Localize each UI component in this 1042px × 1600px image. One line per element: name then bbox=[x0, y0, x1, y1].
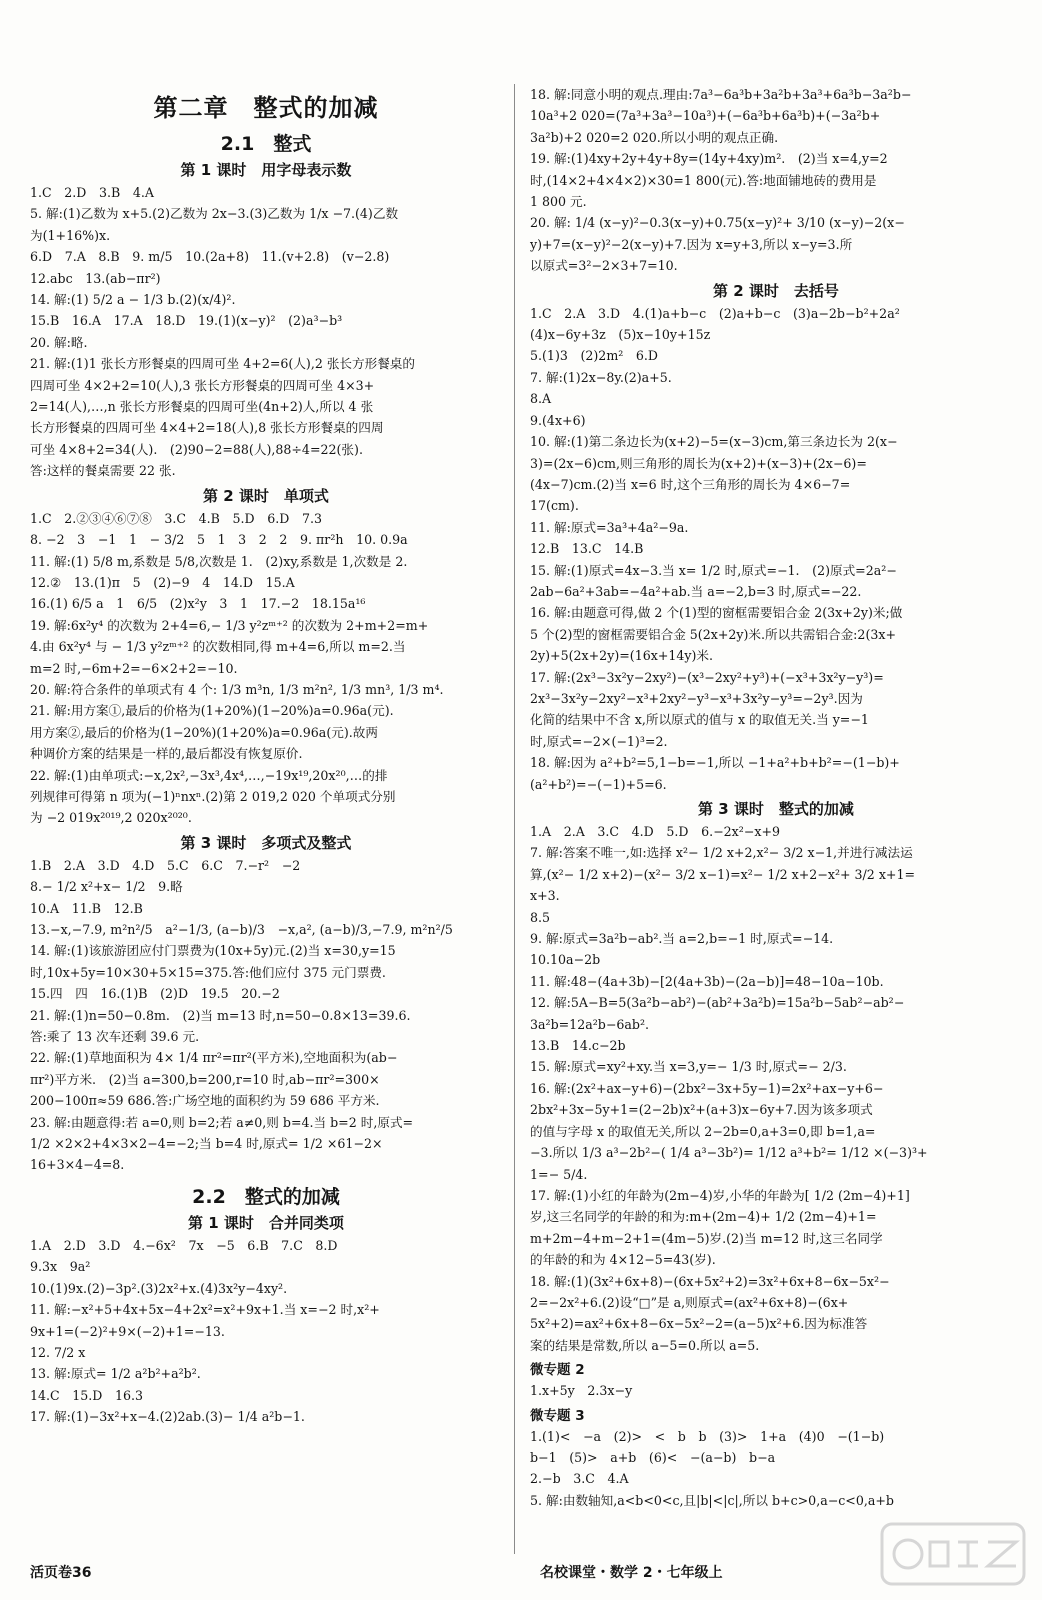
answer-block bbox=[530, 821, 1022, 1356]
answer-line: 时,(14×2+4×4×2)×30=1 800(元).答:地面铺地砖的费用是 bbox=[530, 172, 877, 188]
answer-line: 22. 解:(1)草地面积为 4× 1/4 πr²=πr²(平方米),空地面积为(ab− bbox=[30, 1050, 398, 1066]
footer-page-label: 活页卷36 bbox=[30, 1565, 92, 1581]
answer-line: 10.(1)9x.(2)−3p².(3)2x²+x.(4)3x²y−4xy². bbox=[30, 1280, 288, 1296]
answer-line: 答:乘了 13 次车还剩 39.6 元. bbox=[30, 1029, 200, 1045]
answer-line: 10.10a−2b bbox=[530, 952, 601, 968]
answer-line: 2ab−6a²+3ab=−4a²+ab.当 a=−2,b=3 时,原式=−22. bbox=[530, 583, 862, 599]
answer-block bbox=[530, 303, 1022, 795]
answer-line: 1.x+5y 2.3x−y bbox=[530, 1383, 633, 1399]
answer-line: 18. 解:同意小明的观点.理由:7a³−6a³b+3a²b+3a³+6a³b−3a²b− bbox=[530, 87, 912, 102]
answer-line: 8.A bbox=[530, 391, 552, 407]
answer-line: 的年龄的和为 4×12−5=43(岁). bbox=[530, 1252, 716, 1268]
answer-line: (a²+b²)=−(−1)+5=6. bbox=[530, 776, 667, 792]
answer-line: 12.abc 13.(ab−πr²) bbox=[30, 270, 161, 286]
answer-block bbox=[530, 1380, 1022, 1401]
answer-line: 的值与字母 x 的取值无关,所以 2−2b=0,a+3=0,即 b=1,a= bbox=[530, 1123, 876, 1139]
answer-line: 时,原式=−2×(−1)³=2. bbox=[530, 733, 668, 749]
answer-line: 20. 解:略. bbox=[30, 334, 88, 350]
answer-line: 14. 解:(1) 5/2 a − 1/3 b.(2)(x/4)². bbox=[30, 292, 236, 308]
answer-line: m+2m−4+m−2+1=(4m−5)岁.(2)当 m=12 时,这三名同学 bbox=[530, 1230, 883, 1246]
answer-line: 13. 解:原式= 1/2 a²b²+a²b². bbox=[30, 1366, 201, 1382]
answer-line: 18. 解:因为 a²+b²=5,1−b=−1,所以 −1+a²+b+b²=−(1−b)+ bbox=[530, 755, 900, 771]
answer-line: 10a³+2 020=(7a³+3a³−10a³)+(−6a³b+6a³b)+(−3a²b+ bbox=[530, 108, 881, 124]
answer-line: 18. 解:(1)(3x²+6x+8)−(6x+5x²+2)=3x²+6x+8−6x−5x²− bbox=[530, 1273, 890, 1289]
answer-line: 列规律可得第 n 项为(−1)ⁿnxⁿ.(2)第 2 019,2 020 个单项式分别 bbox=[30, 788, 396, 804]
answer-line: 5. 解:由数轴知,a<b<0<c,且|b|<|c|,所以 b+c>0,a−c<0,a+b bbox=[530, 1492, 894, 1508]
answer-line: 21. 解:(1)1 张长方形餐桌的四周可坐 4+2=6(人),2 张长方形餐桌的 bbox=[30, 356, 415, 372]
answer-line: 案的结果是常数,所以 a−5=0.所以 a=5. bbox=[530, 1337, 760, 1353]
answer-line: 算,(x²− 1/2 x+2)−(x²− 3/2 x−1)=x²− 1/2 x+2−x²+ 3/2 x+1= bbox=[530, 866, 916, 882]
answer-line: 9x+1=(−2)²+9×(−2)+1=−13. bbox=[30, 1323, 225, 1339]
answer-line: 3a²b)+2 020=2 020.所以小明的观点正确. bbox=[530, 129, 779, 145]
answer-line: 四周可坐 4×2+2=10(人),3 张长方形餐桌的四周可坐 4×3+ bbox=[30, 377, 375, 393]
column-divider bbox=[514, 84, 515, 1554]
answer-line: 17. 解:(2x³−3x²y−2xy²)−(x³−2xy²+y³)+(−x³+3x²y−y³)= bbox=[530, 669, 884, 685]
watermark-icon bbox=[878, 1518, 1028, 1590]
left-column bbox=[30, 84, 502, 1428]
right-column bbox=[530, 84, 1022, 1511]
answer-line: 种调价方案的结果是一样的,最后都没有恢复原价. bbox=[30, 746, 303, 762]
answer-line: 2x³−3x²y−2xy²−x³+2xy²−y³−x³+3x²y−y³=−2y³.因为 bbox=[530, 690, 863, 706]
answer-line: 4.由 6x²y⁴ 与 − 1/3 y²zᵐ⁺² 的次数相同,得 m+4=6,所以 m=2.当 bbox=[30, 639, 406, 655]
answer-line: 1=− 5/4. bbox=[530, 1166, 588, 1182]
answer-block bbox=[30, 1235, 502, 1428]
answer-line: 5. 解:(1)乙数为 x+5.(2)乙数为 2x−3.(3)乙数为 1/x −7.(4)乙数 bbox=[30, 206, 399, 222]
answer-line: 22. 解:(1)由单项式:−x,2x²,−3x³,4x⁴,…,−19x¹⁹,20x²⁰,…的排 bbox=[30, 767, 388, 783]
answer-block bbox=[530, 84, 1022, 277]
answer-block bbox=[30, 182, 502, 482]
watermark-logo bbox=[878, 1518, 1028, 1590]
topic-title: 微专题 3 bbox=[530, 1407, 585, 1424]
answer-line: 12. 解:5A−B=5(3a²b−ab²)−(ab²+3a²b)=15a²b−5ab²−ab²− bbox=[530, 995, 905, 1011]
answer-line: πr²)平方米. (2)当 a=300,b=200,r=10 时,ab−πr²=300× bbox=[30, 1071, 380, 1087]
topic-title: 微专题 2 bbox=[530, 1362, 585, 1379]
answer-line: 7. 解:(1)2x−8y.(2)a+5. bbox=[530, 369, 672, 385]
answer-line: 15. 解:(1)原式=4x−3.当 x= 1/2 时,原式=−1. (2)原式=2a²− bbox=[530, 562, 897, 578]
answer-line: 1.(1)< −a (2)> < b b (3)> 1+a (4)0 −(1−b) bbox=[530, 1428, 885, 1444]
answer-line: 时,10x+5y=10×30+5×15=375.答:他们应付 375 元门票费. bbox=[30, 964, 386, 980]
answer-line: 10.A 11.B 12.B bbox=[30, 900, 143, 916]
answer-line: 8. −2 3 −1 1 − 3/2 5 1 3 2 2 9. πr²h 10. 0.9a bbox=[30, 532, 408, 548]
answer-line: 1.A 2.A 3.C 4.D 5.D 6.−2x²−x+9 bbox=[530, 824, 781, 839]
lesson-title: 第 1 课时 用字母表示数 bbox=[180, 161, 352, 179]
answer-line: 19. 解:(1)4xy+2y+4y+8y=(14y+4xy)m². (2)当 x=4,y=2 bbox=[530, 151, 888, 167]
answer-line: x+3. bbox=[530, 888, 560, 904]
answer-line: 5.(1)3 (2)2m² 6.D bbox=[530, 348, 659, 364]
answer-line: 答:这样的餐桌需要 22 张. bbox=[30, 463, 176, 479]
answer-line: 1.C 2.A 3.D 4.(1)a+b−c (2)a+b−c (3)a−2b−b²+2a² bbox=[530, 305, 900, 321]
answer-line: (4x−7)cm.(2)当 x=6 时,这个三角形的周长为 4×6−7= bbox=[530, 476, 851, 492]
answer-line: 2y)+5(2x+2y)=(16x+14y)米. bbox=[530, 648, 714, 664]
answer-line: 5 个(2)型的窗框需要铝合金 5(2x+2y)米.所以共需铝合金:2(3x+ bbox=[530, 626, 897, 642]
answer-line: 12.B 13.C 14.B bbox=[530, 541, 644, 557]
answer-line: 11. 解:(1) 5/8 m,系数是 5/8,次数是 1. (2)xy,系数是 1,次数是 2. bbox=[30, 553, 408, 569]
answer-line: 长方形餐桌的四周可坐 4×4+2=18(人),8 张长方形餐桌的四周 bbox=[30, 420, 384, 436]
lesson-title: 第 2 课时 单项式 bbox=[203, 486, 329, 505]
answer-line: 16. 解:由题意可得,做 2 个(1)型的窗框需要铝合金 2(3x+2y)米;做 bbox=[530, 605, 903, 621]
answer-line: 20. 解:符合条件的单项式有 4 个: 1/3 m³n, 1/3 m²n², 1/3 mn³, 1/3 m⁴. bbox=[30, 681, 444, 697]
answer-line: 12.② 13.(1)π 5 (2)−9 4 14.D 15.A bbox=[30, 574, 295, 590]
answer-line: 16+3×4−4=8. bbox=[30, 1157, 125, 1173]
answer-block bbox=[30, 855, 502, 1176]
answer-line: m=2 时,−6m+2=−6×2+2=−10. bbox=[30, 660, 238, 676]
answer-line: 1/2 ×2×2+4×3×2−4=−2;当 b=4 时,原式= 1/2 ×61−2× bbox=[30, 1136, 383, 1152]
answer-line: 8.− 1/2 x²+x− 1/2 9.略 bbox=[30, 879, 183, 895]
answer-line: 可坐 4×8+2=34(人). (2)90−2=88(人),88÷4=22(张). bbox=[30, 441, 363, 457]
answer-line: 14. 解:(1)该旅游团应付门票费为(10x+5y)元.(2)当 x=30,y=15 bbox=[30, 943, 396, 959]
answer-line: 20. 解: 1/4 (x−y)²−0.3(x−y)+0.75(x−y)²+ 3/10 (x−y)−2(x− bbox=[530, 215, 905, 231]
section-title-2-2: 2.2 整式的加减 bbox=[192, 1185, 340, 1208]
answer-line: 用方案②,最后的价格为(1−20%)(1+20%)a=0.96a(元).故两 bbox=[30, 724, 378, 740]
answer-line: 3a²b=12a²b−6ab². bbox=[530, 1016, 650, 1032]
chapter-title: 第二章 整式的加减 bbox=[153, 94, 379, 122]
answer-line: 15.B 16.A 17.A 18.D 19.(1)(x−y)² (2)a³−b³ bbox=[30, 313, 343, 329]
answer-line: 23. 解:由题意得:若 a=0,则 b=2;若 a≠0,则 b=4.当 b=2 时,原式= bbox=[30, 1114, 414, 1130]
answer-line: 岁,这三名同学的年龄的和为:m+(2m−4)+ 1/2 (2m−4)+1= bbox=[530, 1209, 877, 1225]
answer-line: 8.5 bbox=[530, 909, 551, 925]
answer-line: 10. 解:(1)第二条边长为(x+2)−5=(x−3)cm,第三条边长为 2(x− bbox=[530, 434, 898, 450]
answer-line: 1.A 2.D 3.D 4.−6x² 7x −5 6.B 7.C 8.D bbox=[30, 1237, 338, 1253]
answer-line: 200−100π≈59 686.答:广场空地的面积约为 59 686 平方米. bbox=[30, 1093, 380, 1109]
answer-line: 2=−2x²+6.(2)设“□”是 a,则原式=(ax²+6x+8)−(6x+ bbox=[530, 1294, 849, 1310]
answer-line: 19. 解:6x²y⁴ 的次数为 2+4=6,− 1/3 y²zᵐ⁺² 的次数为 2+m+2=m+ bbox=[30, 617, 429, 633]
answer-line: 1.C 2.②③④⑥⑦⑧ 3.C 4.B 5.D 6.D 7.3 bbox=[30, 510, 322, 526]
answer-line: 16. 解:(2x²+ax−y+6)−(2bx²−3x+5y−1)=2x²+ax−y+6− bbox=[530, 1080, 884, 1096]
answer-line: 14.C 15.D 16.3 bbox=[30, 1387, 144, 1403]
footer-book-title: 名校课堂・数学 2・七年级上 bbox=[540, 1565, 723, 1581]
answer-line: 1 800 元. bbox=[530, 194, 587, 210]
answer-line: 11. 解:−x²+5+4x+5x−4+2x²=x²+9x+1.当 x=−2 时,x²+ bbox=[30, 1302, 380, 1318]
answer-line: y)+7=(x−y)²−2(x−y)+7.因为 x=y+3,所以 x−y=3.所 bbox=[530, 236, 853, 252]
answer-block bbox=[530, 1426, 1022, 1512]
answer-line: 13.−x,−7.9, m²n²/5 a²−1/3, (a−b)/3 −x,a², (a−b)/3,−7.9, m²n²/5 bbox=[30, 922, 453, 937]
answer-line: 17. 解:(1)小红的年龄为(2m−4)岁,小华的年龄为[ 1/2 (2m−4)+1] bbox=[530, 1187, 910, 1203]
answer-line: 化简的结果中不含 x,所以原式的值与 x 的取值无关.当 y=−1 bbox=[530, 712, 869, 728]
answer-line: 6.D 7.A 8.B 9. m/5 10.(2a+8) 11.(v+2.8) (v−2.8) bbox=[30, 249, 390, 265]
lesson-title: 第 2 课时 去括号 bbox=[713, 281, 839, 300]
answer-line: 9. 解:原式=3a²b−ab².当 a=2,b=−1 时,原式=−14. bbox=[530, 931, 834, 947]
answer-line: −3.所以 1/3 a³−2b²−( 1/4 a³−3b²)= 1/12 a³+b²= 1/12 ×(−3)³+ bbox=[530, 1145, 928, 1161]
answer-line: 21. 解:用方案①,最后的价格为(1+20%)(1−20%)a=0.96a(元). bbox=[30, 703, 394, 719]
answer-line: (4)x−6y+3z (5)x−10y+15z bbox=[530, 327, 711, 343]
answer-line: 2.−b 3.C 4.A bbox=[530, 1471, 629, 1487]
lesson-title: 第 3 课时 整式的加减 bbox=[698, 800, 854, 818]
answer-line: 17(cm). bbox=[530, 498, 579, 514]
answer-line: 17. 解:(1)−3x²+x−4.(2)2ab.(3)− 1/4 a²b−1. bbox=[30, 1409, 305, 1425]
answer-line: 3)=(2x−6)cm,则三角形的周长为(x+2)+(x−3)+(2x−6)= bbox=[530, 455, 867, 471]
answer-line: 15. 解:原式=xy²+xy.当 x=3,y=− 1/3 时,原式=− 2/3. bbox=[530, 1059, 847, 1075]
answer-line: 16.(1) 6/5 a 1 6/5 (2)x²y 3 1 17.−2 18.15a¹⁶ bbox=[30, 596, 366, 612]
answer-line: 以原式=3²−2×3+7=10. bbox=[530, 258, 678, 274]
answer-line: b−1 (5)> a+b (6)< −(a−b) b−a bbox=[530, 1449, 776, 1465]
answer-line: 2bx²+3x−5y+1=(2−2b)x²+(a+3)x−6y+7.因为该多项式 bbox=[530, 1102, 873, 1118]
answer-line: 11. 解:48−(4a+3b)−[2(4a+3b)−(2a−b)]=48−10a−10b. bbox=[530, 973, 884, 989]
answer-line: 5x²+2)=ax²+6x+8−6x−5x²−2=(a−5)x²+6.因为标准答 bbox=[530, 1316, 868, 1332]
lesson-title: 第 3 课时 多项式及整式 bbox=[180, 833, 352, 852]
answer-line: 9.3x 9a² bbox=[30, 1259, 91, 1275]
answer-block bbox=[30, 508, 502, 829]
answer-line: 7. 解:答案不唯一,如:选择 x²− 1/2 x+2,x²− 3/2 x−1,并进行减法运 bbox=[530, 845, 913, 861]
answer-line: 1.B 2.A 3.D 4.D 5.C 6.C 7.−r² −2 bbox=[30, 857, 301, 873]
answer-line: 1.C 2.D 3.B 4.A bbox=[30, 185, 154, 200]
answer-line: 12. 7/2 x bbox=[30, 1344, 86, 1360]
answer-line: 13.B 14.c−2b bbox=[530, 1038, 626, 1054]
answer-line: 2=14(人),…,n 张长方形餐桌的四周可坐(4n+2)人,所以 4 张 bbox=[30, 399, 374, 415]
answer-line: 15.四 四 16.(1)B (2)D 19.5 20.−2 bbox=[30, 986, 280, 1002]
answer-line: 9.(4x+6) bbox=[530, 412, 586, 428]
answer-line: 11. 解:原式=3a³+4a²−9a. bbox=[530, 519, 689, 535]
lesson-title: 第 1 课时 合并同类项 bbox=[188, 1213, 344, 1232]
answer-line: 为 −2 019x²⁰¹⁹,2 020x²⁰²⁰. bbox=[30, 810, 192, 826]
answer-line: 21. 解:(1)n=50−0.8m. (2)当 m=13 时,n=50−0.8×13=39.6. bbox=[30, 1007, 411, 1023]
section-title-2-1: 2.1 整式 bbox=[220, 133, 312, 155]
answer-line: 为(1+16%)x. bbox=[30, 227, 111, 243]
